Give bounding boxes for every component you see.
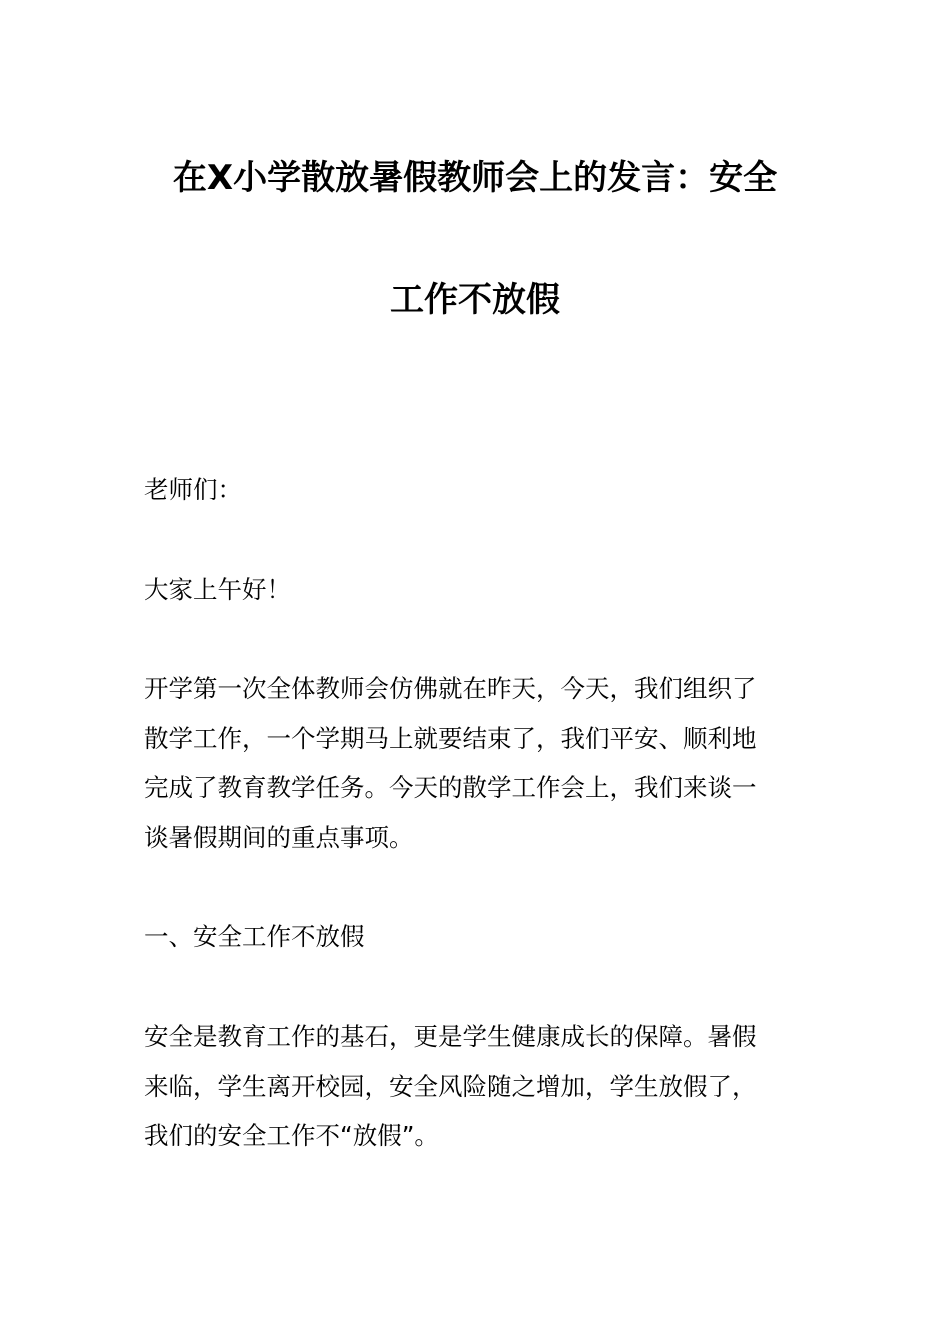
paragraph-line: 安全是教育工作的基石，更是学生健康成长的保障。暑假 — [144, 1022, 757, 1051]
section-heading-1 — [144, 912, 814, 962]
greeting-text: 大家上午好！ — [144, 575, 291, 604]
paragraph-line: 完成了教育教学任务。今天的散学工作会上，我们来谈一 — [144, 773, 757, 802]
document-title-line-2: 工作不放假 — [390, 280, 560, 320]
section-heading-text: 一、安全工作不放假 — [144, 922, 365, 951]
salutation-text: 老师们： — [144, 475, 242, 504]
document-title-line-1: 在Ⅹ小学散放暑假教师会上的发言：安全 — [172, 158, 778, 198]
greeting — [144, 565, 814, 615]
paragraph-line: 我们的安全工作不“放假”。 — [144, 1121, 439, 1150]
paragraph-line: 谈暑假期间的重点事项。 — [144, 822, 414, 852]
body-paragraph-2 — [144, 1012, 814, 1161]
paragraph-line: 开学第一次全体教师会仿佛就在昨天，今天，我们组织了 — [144, 674, 757, 703]
salutation — [144, 465, 814, 515]
body-paragraph-1 — [144, 664, 814, 862]
paragraph-line: 散学工作，一个学期马上就要结束了，我们平安、顺利地 — [144, 723, 757, 753]
paragraph-line: 来临，学生离开校园，安全风险随之增加，学生放假了， — [144, 1071, 757, 1101]
